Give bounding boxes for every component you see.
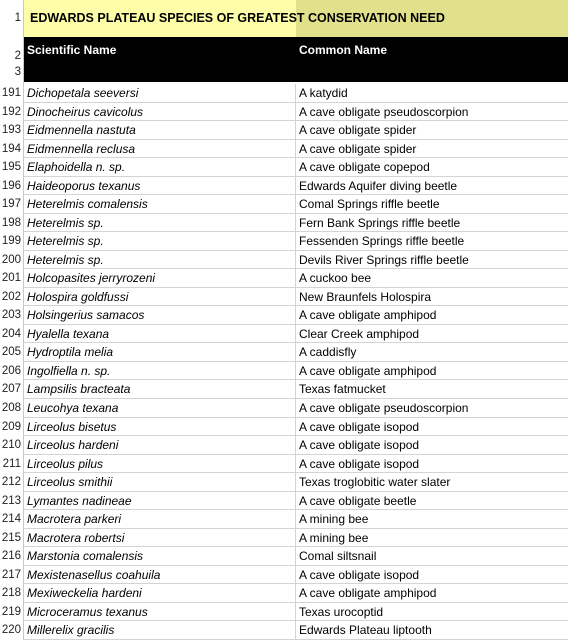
row-number[interactable]: 197 — [0, 195, 23, 214]
common-name-cell[interactable]: A cave obligate isopod — [296, 418, 568, 437]
table-row[interactable] — [0, 547, 568, 566]
row-number[interactable]: 203 — [0, 306, 23, 325]
scientific-name-cell[interactable]: Mexiweckelia hardeni — [24, 584, 296, 603]
header-scientific-name[interactable]: Scientific Name — [27, 43, 117, 57]
table-row[interactable] — [0, 195, 568, 214]
scientific-name-cell[interactable]: Holsingerius samacos — [24, 306, 296, 325]
common-name-cell[interactable]: Fessenden Springs riffle beetle — [296, 232, 568, 251]
scientific-name-cell[interactable]: Lirceolus hardeni — [24, 436, 296, 455]
scientific-name-cell[interactable]: Holcopasites jerryrozeni — [24, 269, 296, 288]
common-name-cell[interactable]: A katydid — [296, 84, 568, 103]
table-row[interactable] — [0, 473, 568, 492]
common-name-cell[interactable]: A cave obligate isopod — [296, 566, 568, 585]
scientific-name-cell[interactable]: Marstonia comalensis — [24, 547, 296, 566]
table-row[interactable] — [0, 343, 568, 362]
row-number[interactable]: 202 — [0, 288, 23, 307]
scientific-name-cell[interactable]: Ingolfiella n. sp. — [24, 362, 296, 381]
table-row[interactable] — [0, 603, 568, 622]
common-name-cell[interactable]: A cave obligate amphipod — [296, 306, 568, 325]
scientific-name-cell[interactable]: Eidmennella reclusa — [24, 140, 296, 159]
row-number[interactable]: 193 — [0, 121, 23, 140]
row-number[interactable]: 207 — [0, 380, 23, 399]
scientific-name-cell[interactable]: Heterelmis sp. — [24, 251, 296, 270]
scientific-name-cell[interactable]: Dinocheirus cavicolus — [24, 103, 296, 122]
common-name-cell[interactable]: A cave obligate beetle — [296, 492, 568, 511]
table-row[interactable] — [0, 158, 568, 177]
common-name-cell[interactable]: A cave obligate pseudoscorpion — [296, 399, 568, 418]
common-name-cell[interactable]: A cave obligate isopod — [296, 436, 568, 455]
common-name-cell[interactable]: A cave obligate amphipod — [296, 362, 568, 381]
table-row[interactable] — [0, 399, 568, 418]
scientific-name-cell[interactable]: Dichopetala seeversi — [24, 84, 296, 103]
row-number[interactable]: 219 — [0, 603, 23, 622]
row-number[interactable]: 195 — [0, 158, 23, 177]
common-name-cell[interactable]: Clear Creek amphipod — [296, 325, 568, 344]
scientific-name-cell[interactable]: Elaphoidella n. sp. — [24, 158, 296, 177]
common-name-cell[interactable]: Edwards Aquifer diving beetle — [296, 177, 568, 196]
table-row[interactable] — [0, 177, 568, 196]
table-row[interactable] — [0, 269, 568, 288]
table-row[interactable] — [0, 306, 568, 325]
table-row[interactable] — [0, 288, 568, 307]
row-number[interactable]: 198 — [0, 214, 23, 233]
row-number[interactable]: 214 — [0, 510, 23, 529]
common-name-cell[interactable]: A cave obligate isopod — [296, 455, 568, 474]
scientific-name-cell[interactable]: Leucohya texana — [24, 399, 296, 418]
common-name-cell[interactable]: Comal siltsnail — [296, 547, 568, 566]
row-number[interactable]: 191 — [0, 84, 23, 103]
row-number[interactable]: 215 — [0, 529, 23, 548]
table-row[interactable] — [0, 584, 568, 603]
table-row[interactable] — [0, 529, 568, 548]
row-number[interactable]: 204 — [0, 325, 23, 344]
scientific-name-cell[interactable]: Lymantes nadineae — [24, 492, 296, 511]
sheet-title: EDWARDS PLATEAU SPECIES OF GREATEST CONSERVATION NEED — [30, 11, 445, 25]
scientific-name-cell[interactable]: Macrotera parkeri — [24, 510, 296, 529]
row-number[interactable]: 209 — [0, 418, 23, 437]
scientific-name-cell[interactable]: Heterelmis sp. — [24, 214, 296, 233]
table-row[interactable] — [0, 510, 568, 529]
common-name-cell[interactable]: A cave obligate spider — [296, 121, 568, 140]
row-number[interactable]: 208 — [0, 399, 23, 418]
scientific-name-cell[interactable]: Microceramus texanus — [24, 603, 296, 622]
header-row[interactable] — [24, 37, 568, 66]
scientific-name-cell[interactable]: Lirceolus smithii — [24, 473, 296, 492]
row-number[interactable]: 3 — [0, 65, 23, 79]
header-common-name[interactable]: Common Name — [299, 43, 388, 57]
common-name-cell[interactable]: Comal Springs riffle beetle — [296, 195, 568, 214]
table-row[interactable] — [0, 621, 568, 640]
row-number[interactable]: 199 — [0, 232, 23, 251]
table-row[interactable] — [0, 566, 568, 585]
table-row[interactable] — [0, 418, 568, 437]
table-row[interactable] — [0, 232, 568, 251]
common-name-cell[interactable]: New Braunfels Holospira — [296, 288, 568, 307]
scientific-name-cell[interactable]: Eidmennella nastuta — [24, 121, 296, 140]
scientific-name-cell[interactable]: Macrotera robertsi — [24, 529, 296, 548]
scientific-name-cell[interactable]: Heterelmis comalensis — [24, 195, 296, 214]
common-name-cell[interactable]: A cave obligate copepod — [296, 158, 568, 177]
row-number[interactable]: 218 — [0, 584, 23, 603]
scientific-name-cell[interactable]: Lampsilis bracteata — [24, 380, 296, 399]
table-row[interactable] — [0, 455, 568, 474]
scientific-name-cell[interactable]: Hyalella texana — [24, 325, 296, 344]
table-row[interactable] — [0, 436, 568, 455]
row-number[interactable]: 216 — [0, 547, 23, 566]
common-name-cell[interactable]: Texas urocoptid — [296, 603, 568, 622]
row-number[interactable]: 210 — [0, 436, 23, 455]
common-name-cell[interactable]: A cave obligate spider — [296, 140, 568, 159]
row-number[interactable]: 1 — [0, 0, 23, 37]
scientific-name-cell[interactable]: Lirceolus pilus — [24, 455, 296, 474]
header-row-blank[interactable] — [24, 66, 568, 82]
table-row[interactable] — [0, 214, 568, 233]
table-row[interactable] — [0, 121, 568, 140]
common-name-cell[interactable]: A cuckoo bee — [296, 269, 568, 288]
row-number[interactable]: 200 — [0, 251, 23, 270]
common-name-cell[interactable]: A cave obligate amphipod — [296, 584, 568, 603]
scientific-name-cell[interactable]: Lirceolus bisetus — [24, 418, 296, 437]
common-name-cell[interactable]: A caddisfly — [296, 343, 568, 362]
scientific-name-cell[interactable]: Hydroptila melia — [24, 343, 296, 362]
common-name-cell[interactable]: Devils River Springs riffle beetle — [296, 251, 568, 270]
row-number[interactable]: 201 — [0, 269, 23, 288]
common-name-cell[interactable]: Edwards Plateau liptooth — [296, 621, 568, 640]
table-row[interactable] — [0, 251, 568, 270]
row-number[interactable]: 192 — [0, 103, 23, 122]
row-number[interactable]: 205 — [0, 343, 23, 362]
table-row[interactable] — [0, 140, 568, 159]
row-number[interactable]: 212 — [0, 473, 23, 492]
row-number[interactable]: 196 — [0, 177, 23, 196]
common-name-cell[interactable]: Texas fatmucket — [296, 380, 568, 399]
row-number[interactable]: 194 — [0, 140, 23, 159]
scientific-name-cell[interactable]: Heterelmis sp. — [24, 232, 296, 251]
table-row[interactable] — [0, 380, 568, 399]
scientific-name-cell[interactable]: Mexistenasellus coahuila — [24, 566, 296, 585]
common-name-cell[interactable]: A cave obligate pseudoscorpion — [296, 103, 568, 122]
title-row[interactable] — [24, 0, 568, 37]
table-row[interactable] — [0, 362, 568, 381]
common-name-cell[interactable]: Fern Bank Springs riffle beetle — [296, 214, 568, 233]
common-name-cell[interactable]: A mining bee — [296, 529, 568, 548]
scientific-name-cell[interactable]: Millerelix gracilis — [24, 621, 296, 640]
row-number[interactable]: 213 — [0, 492, 23, 511]
row-number[interactable]: 206 — [0, 362, 23, 381]
row-number[interactable]: 217 — [0, 566, 23, 585]
common-name-cell[interactable]: Texas troglobitic water slater — [296, 473, 568, 492]
row-number[interactable]: 220 — [0, 621, 23, 640]
row-number[interactable]: 211 — [0, 455, 23, 474]
table-row[interactable] — [0, 103, 568, 122]
table-row[interactable] — [0, 325, 568, 344]
row-number[interactable]: 2 — [0, 49, 23, 63]
common-name-cell[interactable]: A mining bee — [296, 510, 568, 529]
scientific-name-cell[interactable]: Holospira goldfussi — [24, 288, 296, 307]
table-row[interactable] — [0, 492, 568, 511]
table-row[interactable] — [0, 84, 568, 103]
scientific-name-cell[interactable]: Haideoporus texanus — [24, 177, 296, 196]
